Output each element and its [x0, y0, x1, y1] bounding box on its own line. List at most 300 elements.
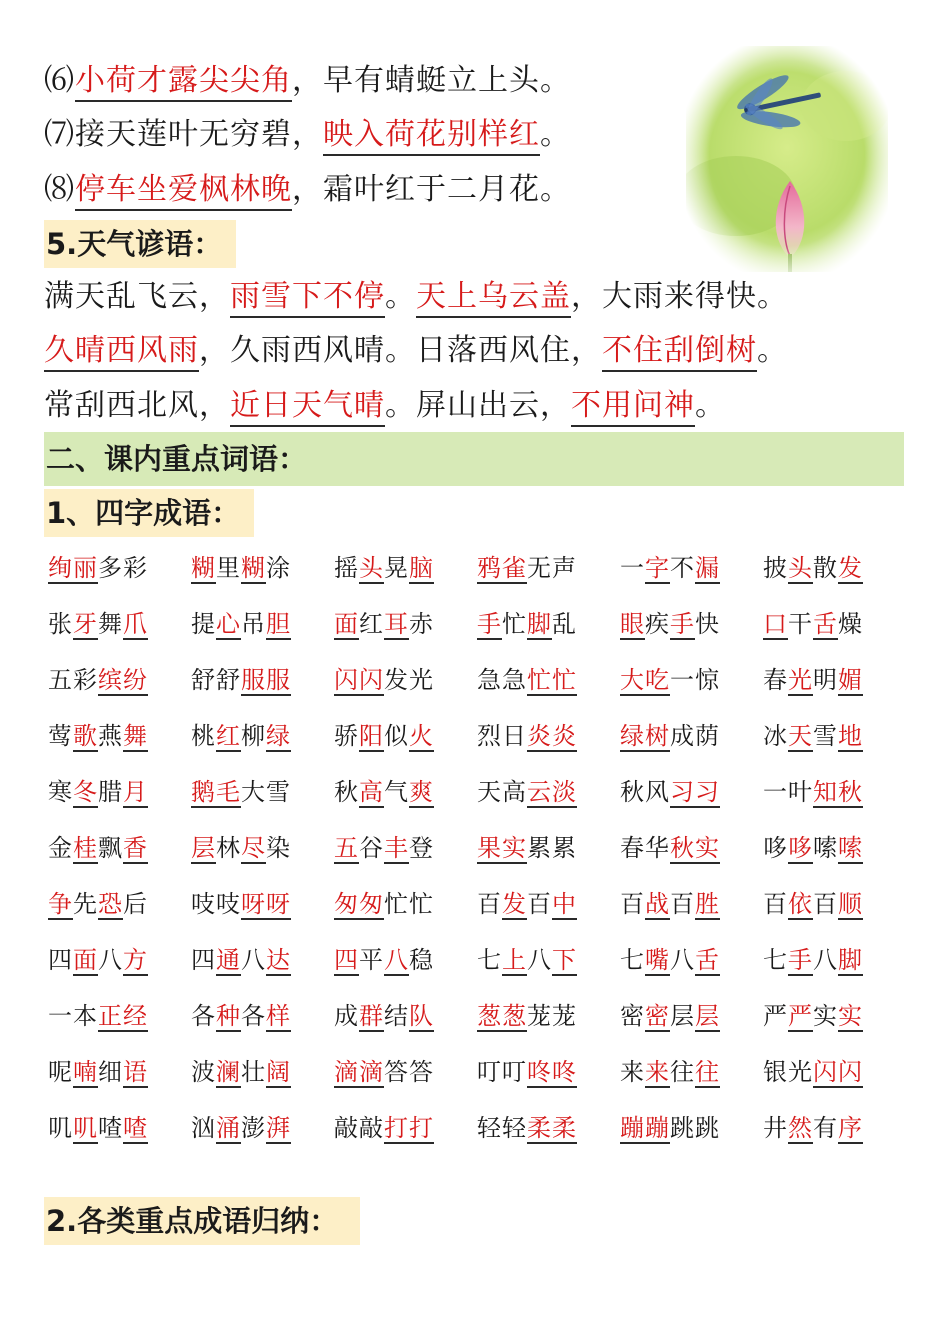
idiom-answer-chars: 尽 [241, 834, 266, 862]
idiom-given-chars: 一本 [48, 1002, 98, 1030]
idiom-cell [763, 708, 906, 764]
idiom-given-chars: 银光 [763, 1058, 813, 1086]
idiom-given-chars: 天高 [477, 778, 527, 806]
idiom-given-chars: 一叶 [763, 778, 813, 806]
poem-given-text: 早有蜻蜓立上头 [323, 63, 540, 98]
idiom-answer-chars: 语 [123, 1058, 148, 1086]
idiom-answer-chars: 中 [552, 890, 577, 918]
idiom-row [48, 596, 908, 652]
idiom-answer-chars: 群 [359, 1002, 384, 1030]
idiom-answer-chars: 服服 [241, 666, 291, 694]
idiom-answer-chars: 牙 [73, 610, 98, 638]
idiom-answer-chars: 严 [788, 1002, 813, 1030]
idiom-given-chars: 有 [813, 1114, 838, 1142]
idiom-answer-chars: 月 [123, 778, 148, 806]
idiom-answer-chars: 脚 [838, 946, 863, 974]
idiom-given-chars: 八 [813, 946, 838, 974]
idiom-cell [48, 652, 191, 708]
idiom-answer-chars: 葱葱 [477, 1002, 527, 1030]
idiom-given-chars: 百 [670, 890, 695, 918]
poem-answer: 停车坐爱枫林晚 [75, 172, 292, 211]
idiom-cell [191, 988, 334, 1044]
poem-given-text: 接天莲叶无穷碧 [75, 117, 292, 152]
idiom-answer-chars: 胜 [695, 890, 720, 918]
idiom-answer-chars: 火 [409, 722, 434, 750]
idiom-answer-chars: 样 [266, 1002, 291, 1030]
idiom-given-chars: 提 [191, 610, 216, 638]
idiom-given-chars: 七 [763, 946, 788, 974]
idiom-answer-chars: 脚 [527, 610, 552, 638]
idiom-cell [191, 764, 334, 820]
idiom-answer-chars: 下 [552, 946, 577, 974]
idiom-answer-chars: 打打 [384, 1114, 434, 1142]
idiom-given-chars: 成荫 [670, 722, 720, 750]
idiom-answer-chars: 来 [645, 1058, 670, 1086]
idiom-given-chars: 不 [670, 554, 695, 582]
idiom-cell [334, 932, 477, 988]
idiom-cell [477, 988, 620, 1044]
idiom-given-chars: 百 [620, 890, 645, 918]
idiom-given-chars: 嗦 [813, 834, 838, 862]
idiom-answer-chars: 柔柔 [527, 1114, 577, 1142]
idiom-answer-chars: 正经 [98, 1002, 148, 1030]
poem-answer: 映入荷花别样红 [323, 117, 540, 156]
proverb-text: 。 [385, 279, 416, 314]
idiom-answer-chars: 实 [838, 1002, 863, 1030]
idiom-answer-chars: 呀呀 [241, 890, 291, 918]
idiom-cell [477, 876, 620, 932]
idiom-given-chars: 柳 [241, 722, 266, 750]
idiom-answer-chars: 争 [48, 890, 73, 918]
idiom-given-chars: 快 [695, 610, 720, 638]
poem-line [44, 165, 571, 215]
idiom-answer-chars: 八 [384, 946, 409, 974]
idiom-answer-chars: 糊 [191, 554, 216, 582]
idiom-answer-chars: 种 [216, 1002, 241, 1030]
idiom-given-chars: 密 [620, 1002, 645, 1030]
idiom-cell [191, 876, 334, 932]
idiom-cell [477, 820, 620, 876]
idiom-given-chars: 忙 [502, 610, 527, 638]
idiom-given-chars: 七 [477, 946, 502, 974]
idiom-given-chars: 八 [527, 946, 552, 974]
idiom-cell [48, 596, 191, 652]
idiom-answer-chars: 红 [216, 722, 241, 750]
proverb-text: 。 [695, 388, 726, 423]
proverb-text: ，久雨西风晴。日落西风住， [199, 333, 602, 368]
idiom-row [48, 1100, 908, 1156]
idiom-answer-chars: 糊 [241, 554, 266, 582]
section-heading-idiom-summary: 2.各类重点成语归纳： [44, 1197, 360, 1245]
idiom-answer-chars: 密 [645, 1002, 670, 1030]
idiom-cell [620, 708, 763, 764]
idiom-given-chars: 发光 [384, 666, 434, 694]
idiom-row [48, 988, 908, 1044]
idiom-given-chars: 后 [123, 890, 148, 918]
idiom-answer-chars: 四 [334, 946, 359, 974]
idiom-given-chars: 茏茏 [527, 1002, 577, 1030]
idiom-given-chars: 披 [763, 554, 788, 582]
idiom-answer-chars: 心 [216, 610, 241, 638]
idiom-given-chars: 井 [763, 1114, 788, 1142]
idiom-given-chars: 赤 [409, 610, 434, 638]
idiom-cell [191, 540, 334, 596]
idiom-answer-chars: 习习 [670, 778, 720, 806]
idiom-given-chars: 金 [48, 834, 73, 862]
idiom-cell [763, 876, 906, 932]
idiom-cell [191, 652, 334, 708]
idiom-given-chars: 红 [359, 610, 384, 638]
idiom-answer-chars: 然 [788, 1114, 813, 1142]
idiom-answer-chars: 口 [763, 610, 788, 638]
section-heading-four-character-idioms: 1、四字成语： [44, 489, 254, 537]
idiom-cell [620, 932, 763, 988]
poem-number: ⑹ [44, 63, 75, 98]
idiom-given-chars: 寒 [48, 778, 73, 806]
idiom-given-chars: 桃 [191, 722, 216, 750]
idiom-answer-chars: 闪闪 [813, 1058, 863, 1086]
idiom-given-chars: 五彩 [48, 666, 98, 694]
section-heading-weather-proverbs: 5.天气谚语： [44, 220, 236, 268]
idiom-given-chars: 各 [191, 1002, 216, 1030]
idiom-cell [620, 820, 763, 876]
idiom-cell [191, 1044, 334, 1100]
idiom-answer-chars: 依 [788, 890, 813, 918]
idiom-given-chars: 秋风 [620, 778, 670, 806]
idiom-given-chars: 摇 [334, 554, 359, 582]
idiom-answer-chars: 手 [788, 946, 813, 974]
idiom-given-chars: 晃 [384, 554, 409, 582]
idiom-answer-chars: 绿树 [620, 722, 670, 750]
idiom-given-chars: 稳 [409, 946, 434, 974]
idiom-given-chars: 各 [241, 1002, 266, 1030]
idiom-given-chars: 飘 [98, 834, 123, 862]
idiom-cell [334, 1100, 477, 1156]
proverb-answer: 不住刮倒树 [602, 333, 757, 372]
idiom-cell [477, 932, 620, 988]
idiom-answer-chars: 恐 [98, 890, 123, 918]
idiom-given-chars: 壮 [241, 1058, 266, 1086]
idiom-given-chars: 乱 [552, 610, 577, 638]
idiom-answer-chars: 闪闪 [334, 666, 384, 694]
idiom-given-chars: 汹 [191, 1114, 216, 1142]
idiom-answer-chars: 层 [191, 834, 216, 862]
idiom-cell [191, 708, 334, 764]
idiom-cell [620, 988, 763, 1044]
idiom-cell [48, 540, 191, 596]
idiom-answer-chars: 丰 [384, 834, 409, 862]
poem-given-text: 霜叶红于二月花 [323, 172, 540, 207]
idiom-given-chars: 细 [98, 1058, 123, 1086]
idiom-answer-chars: 炎炎 [527, 722, 577, 750]
idiom-cell [477, 1100, 620, 1156]
idiom-given-chars: 明 [813, 666, 838, 694]
idiom-answer-chars: 上 [502, 946, 527, 974]
idiom-given-chars: 八 [98, 946, 123, 974]
idiom-given-chars: 急急 [477, 666, 527, 694]
idiom-given-chars: 莺 [48, 722, 73, 750]
idiom-answer-chars: 涌 [216, 1114, 241, 1142]
idiom-answer-chars: 香 [123, 834, 148, 862]
idiom-answer-chars: 五 [334, 834, 359, 862]
poem-punctuation: 。 [540, 172, 571, 207]
idiom-answer-chars: 果实 [477, 834, 527, 862]
idiom-row [48, 764, 908, 820]
proverb-line [44, 272, 788, 322]
idiom-cell [477, 652, 620, 708]
idiom-given-chars: 轻轻 [477, 1114, 527, 1142]
poem-line [44, 110, 571, 160]
idiom-answer-chars: 阳 [359, 722, 384, 750]
idiom-answer-chars: 序 [838, 1114, 863, 1142]
idiom-row [48, 652, 908, 708]
idiom-answer-chars: 绿 [266, 722, 291, 750]
idiom-answer-chars: 往 [695, 1058, 720, 1086]
idiom-cell [763, 596, 906, 652]
idiom-row [48, 1044, 908, 1100]
idiom-given-chars: 八 [670, 946, 695, 974]
idiom-answer-chars: 层 [695, 1002, 720, 1030]
idiom-answer-chars: 舞 [123, 722, 148, 750]
proverb-answer: 近日天气晴 [230, 388, 385, 427]
proverb-text: 满天乱飞云， [44, 279, 230, 314]
proverb-answer: 雨雪下不停 [230, 279, 385, 318]
idiom-given-chars: 百 [527, 890, 552, 918]
proverb-line [44, 381, 726, 431]
idiom-answer-chars: 手 [670, 610, 695, 638]
idiom-cell [191, 932, 334, 988]
idiom-cell [620, 540, 763, 596]
idiom-cell [477, 540, 620, 596]
idiom-cell [620, 876, 763, 932]
idiom-given-chars: 叮叮 [477, 1058, 527, 1086]
idiom-answer-chars: 顺 [838, 890, 863, 918]
idiom-answer-chars: 缤纷 [98, 666, 148, 694]
idiom-answer-chars: 澜 [216, 1058, 241, 1086]
idiom-cell [334, 988, 477, 1044]
idiom-cell [48, 764, 191, 820]
idiom-given-chars: 雪 [813, 722, 838, 750]
idiom-answer-chars: 桂 [73, 834, 98, 862]
proverb-text: 常刮西北风， [44, 388, 230, 423]
poem-number: ⑺ [44, 117, 75, 152]
lotus-dragonfly-image [686, 46, 888, 272]
idiom-cell [334, 876, 477, 932]
idiom-answer-chars: 知秋 [813, 778, 863, 806]
idiom-answer-chars: 阔 [266, 1058, 291, 1086]
idiom-answer-chars: 脑 [409, 554, 434, 582]
idiom-given-chars: 烈日 [477, 722, 527, 750]
idiom-answer-chars: 达 [266, 946, 291, 974]
idiom-answer-chars: 绚丽 [48, 554, 98, 582]
idiom-given-chars: 冰 [763, 722, 788, 750]
poem-punctuation: ， [292, 172, 323, 207]
idiom-row [48, 932, 908, 988]
idiom-given-chars: 林 [216, 834, 241, 862]
idiom-answer-chars: 冬 [73, 778, 98, 806]
idiom-cell [48, 1044, 191, 1100]
proverb-answer: 天上乌云盖 [416, 279, 571, 318]
idiom-answer-chars: 嗦 [838, 834, 863, 862]
idiom-answer-chars: 喳 [123, 1114, 148, 1142]
idiom-answer-chars: 方 [123, 946, 148, 974]
section-heading-key-words: 二、课内重点词语： [44, 432, 904, 486]
idiom-row [48, 708, 908, 764]
idiom-answer-chars: 眼 [620, 610, 645, 638]
idiom-given-chars: 燕 [98, 722, 123, 750]
idiom-answer-chars: 队 [409, 1002, 434, 1030]
idiom-cell [48, 932, 191, 988]
idiom-given-chars: 层 [670, 1002, 695, 1030]
idiom-answer-chars: 滴滴 [334, 1058, 384, 1086]
idiom-answer-chars: 发 [838, 554, 863, 582]
idiom-given-chars: 气 [384, 778, 409, 806]
idiom-given-chars: 腊 [98, 778, 123, 806]
idiom-grid [48, 540, 908, 1156]
idiom-cell [334, 820, 477, 876]
idiom-cell [334, 652, 477, 708]
idiom-given-chars: 成 [334, 1002, 359, 1030]
idiom-given-chars: 实 [813, 1002, 838, 1030]
idiom-cell [334, 708, 477, 764]
idiom-cell [763, 820, 906, 876]
idiom-cell [191, 1100, 334, 1156]
idiom-given-chars: 舞 [98, 610, 123, 638]
idiom-given-chars: 一 [620, 554, 645, 582]
idiom-cell [763, 1044, 906, 1100]
idiom-cell [334, 1044, 477, 1100]
idiom-row [48, 540, 908, 596]
idiom-answer-chars: 秋实 [670, 834, 720, 862]
idiom-given-chars: 七 [620, 946, 645, 974]
idiom-given-chars: 疾 [645, 610, 670, 638]
idiom-answer-chars: 高 [359, 778, 384, 806]
idiom-answer-chars: 匆匆 [334, 890, 384, 918]
idiom-answer-chars: 鹅毛 [191, 778, 241, 806]
idiom-row [48, 876, 908, 932]
idiom-answer-chars: 喃 [73, 1058, 98, 1086]
idiom-cell [763, 988, 906, 1044]
proverb-line [44, 326, 788, 376]
idiom-given-chars: 吊 [241, 610, 266, 638]
idiom-answer-chars: 忙忙 [527, 666, 577, 694]
idiom-given-chars: 叽 [48, 1114, 73, 1142]
idiom-given-chars: 涂 [266, 554, 291, 582]
idiom-answer-chars: 胆 [266, 610, 291, 638]
idiom-given-chars: 干 [788, 610, 813, 638]
idiom-given-chars: 四 [191, 946, 216, 974]
idiom-given-chars: 八 [241, 946, 266, 974]
idiom-answer-chars: 战 [645, 890, 670, 918]
poem-punctuation: 。 [540, 117, 571, 152]
idiom-given-chars: 春 [763, 666, 788, 694]
idiom-given-chars: 多彩 [98, 554, 148, 582]
idiom-given-chars: 哆 [763, 834, 788, 862]
idiom-given-chars: 骄 [334, 722, 359, 750]
idiom-answer-chars: 面 [73, 946, 98, 974]
idiom-given-chars: 百 [477, 890, 502, 918]
idiom-given-chars: 吱吱 [191, 890, 241, 918]
idiom-answer-chars: 字 [645, 554, 670, 582]
idiom-given-chars: 春华 [620, 834, 670, 862]
idiom-cell [620, 764, 763, 820]
idiom-given-chars: 舒舒 [191, 666, 241, 694]
idiom-given-chars: 秋 [334, 778, 359, 806]
idiom-answer-chars: 嘴 [645, 946, 670, 974]
poem-punctuation: ， [292, 117, 323, 152]
idiom-answer-chars: 地 [838, 722, 863, 750]
idiom-answer-chars: 爪 [123, 610, 148, 638]
idiom-given-chars: 往 [670, 1058, 695, 1086]
idiom-given-chars: 似 [384, 722, 409, 750]
idiom-given-chars: 累累 [527, 834, 577, 862]
idiom-answer-chars: 舌 [695, 946, 720, 974]
idiom-answer-chars: 叽 [73, 1114, 98, 1142]
idiom-cell [334, 596, 477, 652]
idiom-given-chars: 喳 [98, 1114, 123, 1142]
idiom-answer-chars: 歌 [73, 722, 98, 750]
idiom-answer-chars: 哆 [788, 834, 813, 862]
idiom-given-chars: 大雪 [241, 778, 291, 806]
idiom-row [48, 820, 908, 876]
idiom-answer-chars: 媚 [838, 666, 863, 694]
idiom-cell [191, 820, 334, 876]
idiom-answer-chars: 湃 [266, 1114, 291, 1142]
idiom-given-chars: 里 [216, 554, 241, 582]
poem-answer: 小荷才露尖尖角 [75, 63, 292, 102]
idiom-given-chars: 敲敲 [334, 1114, 384, 1142]
idiom-given-chars: 跳跳 [670, 1114, 720, 1142]
idiom-answer-chars: 咚咚 [527, 1058, 577, 1086]
idiom-cell [48, 708, 191, 764]
idiom-cell [620, 1044, 763, 1100]
idiom-answer-chars: 云淡 [527, 778, 577, 806]
idiom-cell [763, 540, 906, 596]
idiom-given-chars: 谷 [359, 834, 384, 862]
poem-line [44, 56, 571, 106]
idiom-cell [334, 540, 477, 596]
idiom-cell [48, 820, 191, 876]
idiom-cell [477, 708, 620, 764]
idiom-answer-chars: 天 [788, 722, 813, 750]
idiom-given-chars: 燥 [838, 610, 863, 638]
idiom-given-chars: 澎 [241, 1114, 266, 1142]
idiom-cell [620, 1100, 763, 1156]
idiom-given-chars: 登 [409, 834, 434, 862]
idiom-cell [48, 876, 191, 932]
idiom-given-chars: 结 [384, 1002, 409, 1030]
proverb-text: 。屏山出云， [385, 388, 571, 423]
idiom-cell [763, 764, 906, 820]
idiom-given-chars: 百 [813, 890, 838, 918]
idiom-given-chars: 严 [763, 1002, 788, 1030]
idiom-cell [477, 1044, 620, 1100]
idiom-cell [763, 1100, 906, 1156]
idiom-answer-chars: 耳 [384, 610, 409, 638]
poem-punctuation: 。 [540, 63, 571, 98]
idiom-given-chars: 无声 [527, 554, 577, 582]
idiom-cell [477, 764, 620, 820]
idiom-cell [763, 652, 906, 708]
idiom-answer-chars: 爽 [409, 778, 434, 806]
idiom-answer-chars: 头 [359, 554, 384, 582]
poem-punctuation: ， [292, 63, 323, 98]
idiom-answer-chars: 头 [788, 554, 813, 582]
idiom-answer-chars: 发 [502, 890, 527, 918]
idiom-cell [48, 1100, 191, 1156]
idiom-given-chars: 波 [191, 1058, 216, 1086]
idiom-cell [620, 652, 763, 708]
